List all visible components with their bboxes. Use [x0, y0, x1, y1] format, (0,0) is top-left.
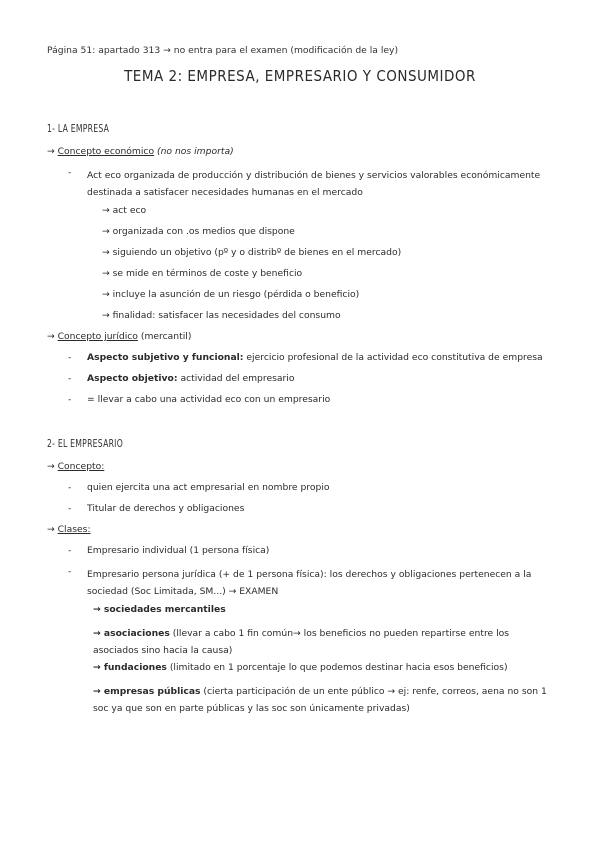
arrow-icon: →	[47, 146, 58, 157]
tipo-item-bold: → sociedades mercantiles	[93, 604, 226, 615]
jur-item	[87, 394, 330, 406]
concepto-label: Concepto:	[57, 461, 105, 472]
jur-item	[87, 373, 294, 385]
concepto-juridico-note: (mercantil)	[137, 331, 192, 342]
section-heading-empresario: 2- EL EMPRESARIO	[47, 437, 124, 450]
concepto-item: Titular de derechos y obligaciones	[87, 503, 245, 514]
jur-item-bold: Aspecto subjetivo y funcional:	[87, 352, 244, 363]
section-heading-empresa: 1- LA EMPRESA	[47, 122, 110, 135]
eco-definition: Act eco organizada de producción y distribución de bienes y servicios valorables económicamente destinada a satisfacer necesidades humanas en el mercado	[87, 170, 541, 198]
bullet-dash: -	[68, 394, 72, 405]
jur-item-bold: Aspecto objetivo:	[87, 373, 178, 384]
concepto-item: quien ejercita una act empresarial en nombre propio	[87, 482, 330, 493]
tipo-item	[93, 683, 553, 717]
tipo-item	[93, 625, 553, 659]
concepto-economico-note: (no nos importa)	[154, 146, 234, 157]
eco-item: → organizada con .os medios que dispone	[102, 226, 295, 237]
tipo-item	[93, 662, 508, 674]
clases-line	[47, 524, 91, 536]
bullet-dash: -	[68, 482, 72, 493]
arrow-icon: →	[47, 331, 58, 342]
concepto-economico-label: Concepto económico	[57, 146, 155, 157]
concepto-economico-line	[47, 146, 234, 158]
concepto-juridico-line	[47, 331, 191, 343]
tipo-item	[93, 604, 226, 616]
tipo-item-bold: → asociaciones	[93, 628, 170, 639]
bullet-dash: -	[68, 373, 72, 384]
tipo-item-text: (limitado en 1 porcentaje lo que podemos destinar hacia esos beneficios)	[166, 662, 508, 673]
bullet-dash: -	[68, 566, 72, 577]
tipo-item-bold: → fundaciones	[93, 662, 167, 673]
page-note: Página 51: apartado 313 → no entra para el examen (modificación de la ley)	[47, 45, 399, 56]
eco-item: → act eco	[102, 205, 147, 216]
bullet-dash: -	[68, 352, 72, 363]
eco-item: → se mide en términos de coste y beneficio	[102, 268, 303, 279]
eco-item: → incluye la asunción de un riesgo (pérdida o beneficio)	[102, 289, 360, 300]
tipo-item-text: (llevar a cabo 1 fin común→ los beneficios no pueden repartirse entre los asociados sino hacia la causa)	[93, 628, 510, 656]
arrow-icon: →	[47, 461, 58, 472]
clases-label: Clases:	[57, 524, 91, 535]
concepto-line	[47, 461, 104, 473]
jur-item-text: = llevar a cabo una actividad eco con un empresario	[87, 394, 331, 405]
tipo-item-text: (cierta participación de un ente público → ej: renfe, correos, aena no son 1 soc ya que son en parte públicas y las soc son únicamente privadas)	[93, 686, 547, 714]
page-title: TEMA 2: EMPRESA, EMPRESARIO Y CONSUMIDOR	[124, 67, 476, 85]
bullet-dash: -	[68, 545, 72, 556]
arrow-icon: →	[47, 524, 58, 535]
clase-item: Empresario persona jurídica (+ de 1 persona física): los derechos y obligaciones pertenecen a la sociedad (Soc Limitada, SM...) → EXAMEN	[87, 569, 532, 597]
concepto-juridico-label: Concepto jurídico	[57, 331, 138, 342]
jur-item-text: ejercicio profesional de la actividad eco constitutiva de empresa	[243, 352, 543, 363]
bullet-dash: -	[68, 503, 72, 514]
eco-item: → finalidad: satisfacer las necesidades del consumo	[102, 310, 341, 321]
jur-item	[87, 352, 543, 364]
clase-item: Empresario individual (1 persona física)	[87, 545, 270, 556]
tipo-item-bold: → empresas públicas	[93, 686, 201, 697]
eco-item: → siguiendo un objetivo (pº y o distribº de bienes en el mercado)	[102, 247, 402, 258]
bullet-dash: -	[68, 167, 72, 178]
jur-item-text: actividad del empresario	[177, 373, 295, 384]
